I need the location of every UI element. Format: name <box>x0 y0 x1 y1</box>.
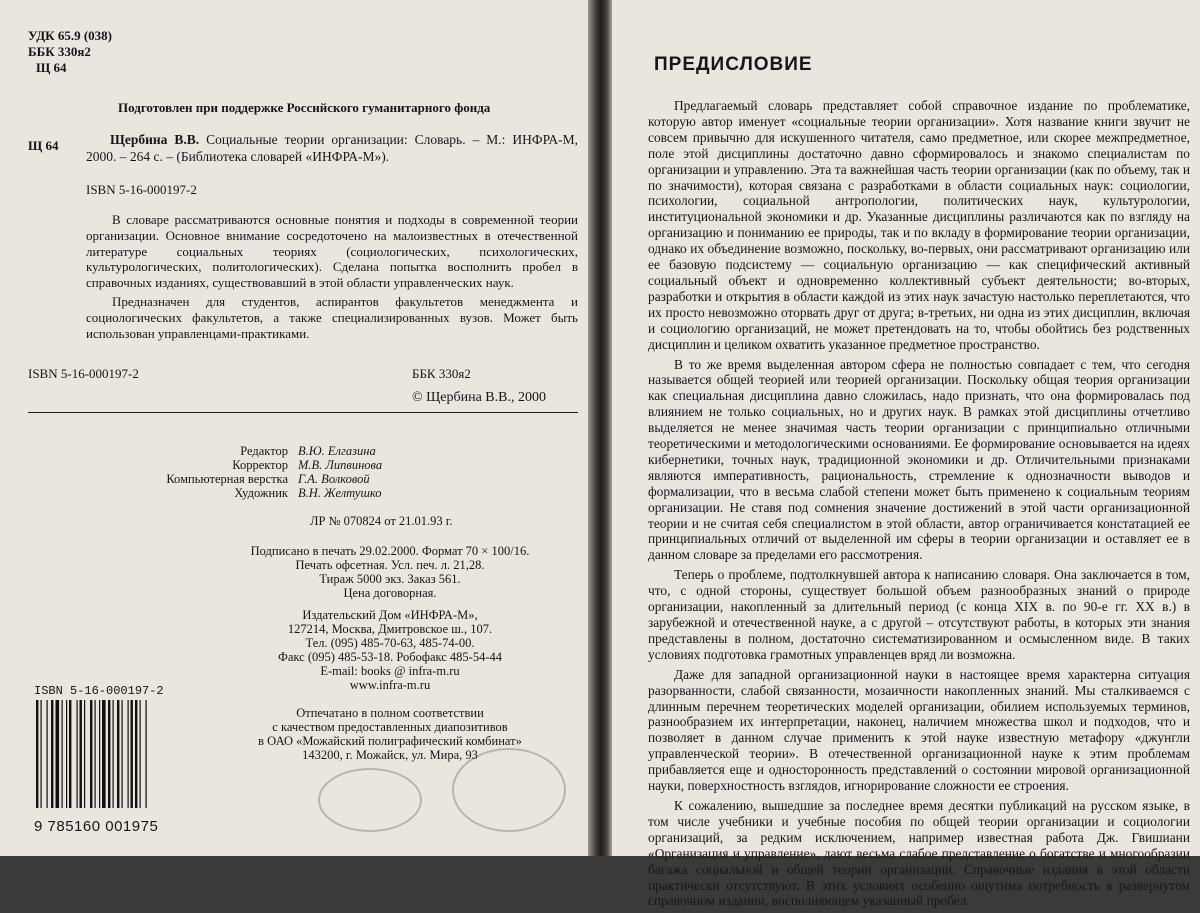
bbk-code: ББК 330я2 <box>28 44 91 59</box>
preface-paragraph: В то же время выделенная автором сфера не полностью совпадает с тем, что сегодня называется общей теорией или теорией организации. Поскольку общая теория организации как специальная дисциплина давно сложилась, надо признать, что она формировалась под влиянием не только социальных, но и других наук. В рамках этой дисциплины отчетливо выделяется не менее значимая часть теории организации с принципиально отличными теоретическими и методологическими основаниями. Ее формирование основывается на идеях кибернетики, точных наук, традиционной экономики и др. Отличительными признаками являются императивность, рациональность, стремление к однозначности выводов и формализации, что в весьма слабой степени может быть применено к социальным теориям организации. Не ставя под сомнения значение достижений в этой части организационной теории и не считая себя специалистом в этой области, автор ограничивается констатацией ее принципиальных отличий от выделенной им сферы в теории организации и оставляет ее в данном словаре за пределами его рассмотрения. <box>648 356 1190 563</box>
preface-page <box>612 0 1200 909</box>
preface-paragraph: К сожалению, вышедшие за последнее время десятки публикаций на русском языке, в том числе учебники и учебные пособия по общей теории организации и социологии организаций, за редким исключением, например известная работа Дж. Гвишиани «Организация и управление», дают весьма слабое представление о богатстве и многообразии багажа социальной и общей теории организации. Справочные издания в этой области практически отсутствуют. В этих условиях особенно ощутима потребность в развернутом справочном издании, восполняющем указанный пробел. <box>648 797 1190 909</box>
isbn-bottom: ISBN 5-16-000197-2 <box>28 366 139 381</box>
credits-block <box>136 444 382 500</box>
barcode-image <box>34 700 186 808</box>
record-author: Щербина В.В. <box>110 132 200 147</box>
credit-row: Редактор В.Ю. Елгазина <box>240 444 376 458</box>
divider-line <box>28 412 578 413</box>
preface-paragraph: Даже для западной организационной науки в настоящее время характерна ситуация разорванности, слабой связанности, мозаичности накопленных знаний. Мы сталкиваемся с длинным перечнем теоретических моделей организации, обилием используемых терминов, разнообразием их интерпретации, наконец, наличием множества школ и подходов, что и позволяет в данном случае применить к этой науке известную метафору «джунгли управленческой теории». В отечественной организационной науке к этим проблемам прибавляется еще и односторонность представлений о состоянии мировой организационной науки, поверхностность взглядов, игнорирование сложности ее строения. <box>648 666 1190 794</box>
credit-row: Компьютерная верстка Г.А. Волковой <box>166 472 370 486</box>
preface-body <box>648 98 1190 913</box>
preface-paragraph: Предлагаемый словарь представляет собой справочное издание по проблематике, которую автор именует «социальные теории организации». Хотя название книги звучит не совсем привычно для искушенного читателя, само предметное, или скорее межпредметное, поле этой дисциплины достаточно давно сформировалось и знакомо специалистам по организации и управлению. Эта та важнейшая часть теории организации (как по объему, так и по значимости), которая связана с разработками в области социальных наук: социологии, психологии, социальной антропологии, политических наук, культурологии, институциональной экономики и др. Указанные дисциплины различаются как по взгляду на организацию и пониманию ее природы, так и по вкладу в формирование теории организации, однако их объединение возможно, поскольку, во-первых, они рассматривают организацию или ее базовую подсистему — социальную организацию — как специфический активный социальный объект и одновременно коллективный субъект деятельности; во-вторых, разработки и открытия в области каждой из этих наук зачастую настолько переплетаются, что их просто невозможно оторвать друг от друга; в-третьих, ни одна из этих дисциплин, включая и социологию организаций, не может претендовать на то, чтобы обойтись без родственных дисциплин и целиком охватить указанное предметное пространство. <box>648 98 1190 352</box>
barcode-isbn: ISBN 5-16-000197-2 <box>34 684 164 698</box>
support-note: Подготовлен при поддержке Российского гуманитарного фонда <box>118 100 491 115</box>
library-stamp <box>318 768 422 832</box>
record-mark: Щ 64 <box>28 138 59 153</box>
license-number: ЛР № 070824 от 21.01.93 г. <box>310 514 453 528</box>
library-stamp <box>452 748 566 832</box>
bbk-bottom: ББК 330я2 <box>412 366 471 381</box>
publisher-info: Издательский Дом «ИНФРА-М», 127214, Москва, Дмитровское ш., 107. Тел. (095) 485-70-63, 485-74-00. Факс (095) 485-53-18. Робофакс 485-54-44 E-mail: books @ infra-m.ru www.infra-m.ru <box>277 608 503 692</box>
printer-info: Отпечатано в полном соответствии с качеством предоставленных диапозитивов в ОАО «Можайский полиграфический комбинат» 143200, г. Можайск, ул. Мира, 93 <box>258 706 522 762</box>
preface-heading: ПРЕДИСЛОВИЕ <box>654 54 813 75</box>
print-info: Подписано в печать 29.02.2000. Формат 70 × 100/16. Печать офсетная. Усл. печ. л. 21,28. Тираж 5000 экз. Заказ 561. Цена договорная. <box>250 544 530 600</box>
annotation-1: В словаре рассматриваются основные понятия и подходы в современной теории организации. Основное внимание сосредоточено на малоизвестных в отечественной литературе социальных теориях (социологических, психологических, культурологических, политологических). Сделана попытка восполнить пробел в справочных изданиях, существовавший в этой области управленческих наук. <box>86 212 578 291</box>
author-mark: Щ 64 <box>36 60 67 75</box>
record-text: Социальные теории организации: Словарь. – М.: ИНФРА-М, 2000. – 264 с. – (Библиотека словарей «ИНФРА-М»). <box>86 132 578 164</box>
barcode-number: 9 785160 001975 <box>34 818 159 835</box>
annotation-2: Предназначен для студентов, аспирантов факультетов менеджмента и социологических факультетов, а также специализированных вузов. Может быть использован управленцами-практиками. <box>86 294 578 341</box>
imprint-page <box>0 0 588 856</box>
bibliographic-record <box>86 132 578 165</box>
credit-row: Художник В.Н. Желтушко <box>234 486 382 500</box>
isbn-top: ISBN 5-16-000197-2 <box>86 182 197 197</box>
credit-row: Корректор М.В. Липвинова <box>232 458 383 472</box>
udk-code: УДК 65.9 (038) <box>28 28 113 43</box>
book-gutter <box>588 0 612 856</box>
preface-paragraph: Теперь о проблеме, подтолкнувшей автора к написанию словаря. Она заключается в том, что, с одной стороны, существует большой объем разнообразных знаний о природе организации, накопленный за длительный период (с конца XIX в. по 90-е гг. XX в.) в зарубежной и отечественной науке, а с другой – отсутствуют работы, в которых эти знания представлены в полном, достаточно систематизированном и осмысленном виде. В таких условиях подготовка грамотных управленцев вряд ли возможна. <box>648 567 1190 662</box>
copyright: © Щербина В.В., 2000 <box>412 390 546 405</box>
